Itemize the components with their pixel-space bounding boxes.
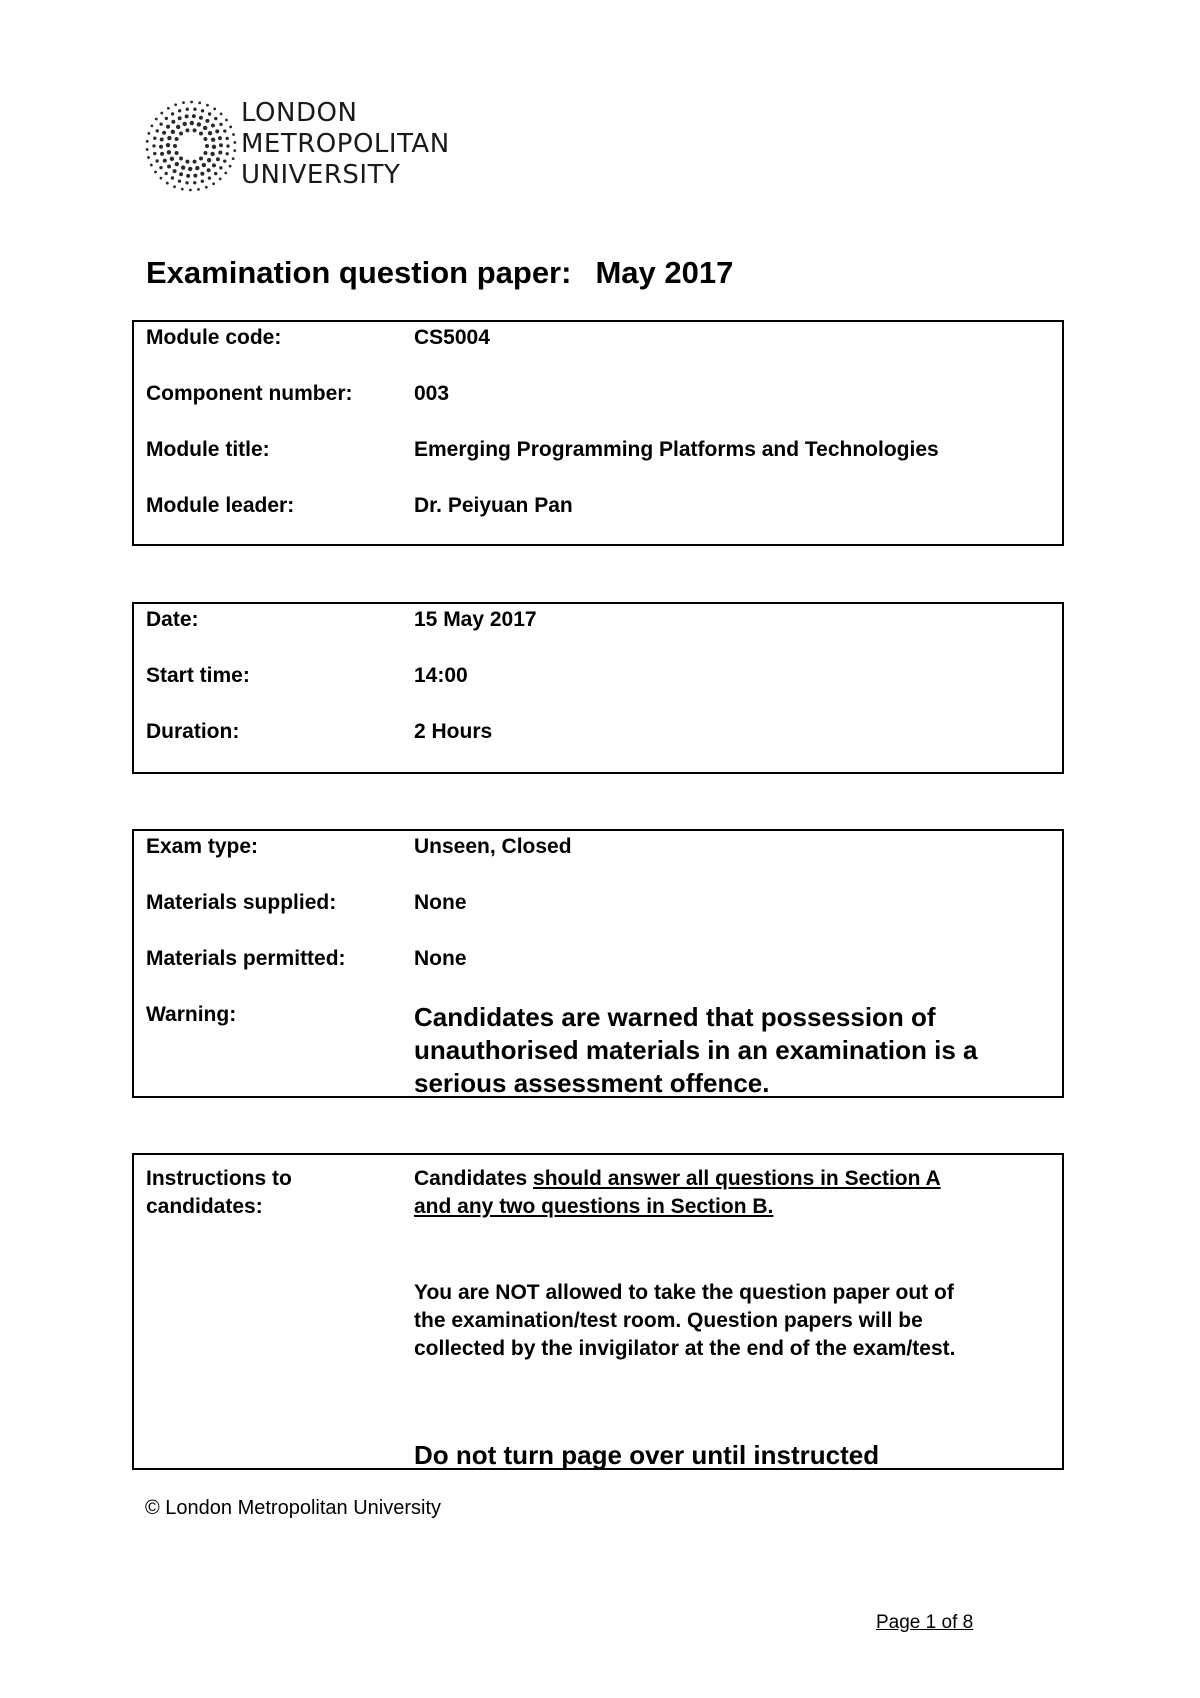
logo-dot — [171, 112, 174, 115]
logo-dot — [208, 112, 211, 115]
logo-dot — [190, 121, 194, 125]
answer-underlined-1: should answer all questions in Section A — [533, 1167, 941, 1190]
logo-dot — [211, 124, 215, 128]
logo-dot — [181, 165, 185, 169]
logo-dot — [215, 129, 219, 133]
warning-label: Warning: — [146, 1003, 237, 1026]
date-value: 15 May 2017 — [414, 608, 537, 631]
logo-dot — [178, 116, 182, 120]
materials-supplied-value: None — [414, 891, 467, 914]
logo-dot — [193, 160, 197, 164]
paper-line-2: the examination/test room. Question papers will be — [414, 1309, 923, 1332]
logo-dot — [193, 181, 196, 184]
logo-dot — [179, 157, 183, 161]
logo-dot — [223, 159, 226, 162]
logo-dot — [185, 160, 189, 164]
logo-dot — [170, 157, 174, 161]
warning-line-3: serious assessment offence. — [414, 1068, 770, 1098]
logo-dot — [192, 114, 196, 118]
instructions-label-line-1: Instructions to — [146, 1167, 292, 1190]
logo-dot — [171, 176, 174, 179]
logo-dot — [213, 108, 216, 111]
logo-dot — [167, 164, 171, 168]
logo-dot — [193, 174, 197, 178]
answer-line-2 — [414, 1193, 941, 1221]
logo-dot — [195, 166, 199, 170]
logo-dot — [211, 137, 215, 141]
logo-dot — [219, 123, 222, 126]
final-instruction: Do not turn page over until instructed — [414, 1440, 880, 1470]
logo-dot — [225, 119, 228, 122]
logo-dot — [167, 136, 171, 140]
logo-dot — [224, 172, 227, 175]
logo-dot — [154, 171, 157, 174]
logo-dot — [214, 172, 217, 175]
logo-dot — [219, 143, 223, 147]
logo-dot — [220, 113, 223, 116]
component-number-value: 003 — [414, 382, 450, 405]
logo-dot — [174, 103, 177, 106]
logo-dot — [173, 144, 177, 148]
component-number-label: Component number: — [146, 382, 353, 405]
logo-dot — [205, 186, 208, 189]
logo-dot — [208, 176, 211, 179]
logo-dot — [182, 101, 185, 104]
module-title-value: Emerging Programming Platforms and Technologies — [414, 438, 939, 461]
logo-dot — [218, 136, 222, 140]
logo-dot — [203, 126, 207, 130]
logo-dot — [150, 124, 153, 127]
logo-dot — [219, 166, 222, 169]
start-time-label: Start time: — [146, 664, 250, 687]
logo-dot — [198, 101, 201, 104]
date-label: Date: — [146, 608, 199, 631]
university-logo — [143, 98, 523, 194]
logo-dot — [197, 122, 201, 126]
logo-dot — [160, 177, 163, 180]
logo-wordmark — [241, 98, 450, 191]
logo-dot — [218, 150, 222, 154]
materials-permitted-label: Materials permitted: — [146, 947, 346, 970]
instructions-box — [132, 1153, 1064, 1470]
logo-dot — [160, 138, 164, 142]
logo-dot — [159, 122, 162, 125]
logo-dot — [205, 119, 209, 123]
logo-dot — [212, 182, 215, 185]
logo-dot — [165, 117, 168, 120]
logo-dot — [150, 164, 153, 167]
logo-dot — [203, 137, 207, 141]
logo-dot — [147, 132, 150, 135]
logo-dot — [212, 145, 216, 149]
logo-dot — [164, 172, 167, 175]
logo-dot — [159, 166, 162, 169]
logo-dot — [179, 172, 183, 176]
logo-dot — [186, 107, 189, 110]
logo-dot — [173, 185, 176, 188]
logo-dot — [155, 159, 158, 162]
materials-permitted-value: None — [414, 947, 467, 970]
exam-details-box — [132, 829, 1064, 1098]
logo-dot — [199, 116, 203, 120]
paper-line-1: You are NOT allowed to take the question paper out of — [414, 1281, 954, 1304]
logo-dot — [167, 107, 170, 110]
logo-dot — [210, 152, 214, 156]
logo-dot — [188, 167, 192, 171]
paper-instructions — [414, 1279, 955, 1363]
logo-dot — [153, 152, 156, 155]
logo-dot — [226, 144, 229, 147]
logo-dot — [233, 141, 236, 144]
logo-dot — [175, 151, 179, 155]
logo-dot — [159, 145, 163, 149]
logo-dot — [219, 178, 222, 181]
logo-dot — [147, 156, 150, 159]
logo-dot — [146, 148, 149, 151]
logo-line-1: LONDON — [241, 98, 358, 128]
materials-supplied-label: Materials supplied: — [146, 891, 337, 914]
warning-line-2: unauthorised materials in an examination is a — [414, 1035, 978, 1065]
logo-dot — [185, 114, 189, 118]
logo-dot — [155, 118, 158, 121]
answer-instructions — [414, 1165, 941, 1221]
logo-dot — [202, 163, 206, 167]
logo-dot — [208, 131, 212, 135]
logo-dot — [152, 144, 155, 147]
logo-dot — [190, 101, 193, 104]
warning-text — [414, 1001, 978, 1100]
logo-dot — [201, 109, 204, 112]
logo-dot — [214, 117, 217, 120]
copyright-notice: © London Metropolitan University — [145, 1497, 441, 1519]
logo-dot — [185, 128, 189, 132]
title-date: May 2017 — [595, 255, 734, 290]
logo-dot — [200, 172, 204, 176]
logo-dot — [193, 108, 196, 111]
warning-line-1: Candidates are warned that possession of — [414, 1002, 936, 1032]
logo-dot — [178, 179, 181, 182]
logo-dot — [203, 151, 207, 155]
logo-dot — [229, 126, 232, 129]
logo-dot — [212, 163, 216, 167]
title-text: Examination question paper: — [146, 255, 572, 290]
logo-dot — [205, 144, 209, 148]
module-info-box — [132, 320, 1064, 546]
logo-dot — [226, 137, 229, 140]
paper-line-3: collected by the invigilator at the end of the exam/test. — [414, 1337, 956, 1360]
logo-dot — [232, 133, 235, 136]
logo-dot — [178, 109, 181, 112]
logo-dot — [179, 131, 183, 135]
logo-dot — [197, 188, 200, 191]
logo-dot — [233, 149, 236, 152]
logo-line-3: UNIVERSITY — [241, 160, 401, 190]
logo-line-2: METROPOLITAN — [241, 129, 450, 159]
logo-dot — [207, 158, 211, 162]
instructions-label — [146, 1165, 292, 1221]
logo-dot — [201, 180, 204, 183]
logo-dot — [207, 168, 211, 172]
logo-dot-ring-icon — [143, 98, 239, 194]
logo-dot — [216, 157, 220, 161]
answer-line-1 — [414, 1165, 941, 1193]
logo-dot — [176, 125, 180, 129]
logo-dot — [206, 104, 209, 107]
logo-dot — [162, 131, 166, 135]
page-number: Page 1 of 8 — [876, 1612, 974, 1633]
answer-underlined-2: and any two questions in Section B. — [414, 1195, 774, 1218]
logo-dot — [166, 125, 170, 129]
page-title — [146, 255, 733, 291]
logo-dot — [163, 159, 167, 163]
logo-dot — [171, 120, 175, 124]
logo-dot — [160, 152, 164, 156]
logo-dot — [146, 140, 149, 143]
module-title-label: Module title: — [146, 438, 270, 461]
logo-dot — [199, 157, 203, 161]
logo-dot — [223, 129, 226, 132]
exam-type-value: Unseen, Closed — [414, 835, 572, 858]
instructions-label-line-2: candidates: — [146, 1195, 263, 1218]
logo-dot — [189, 189, 192, 192]
logo-dot — [166, 143, 170, 147]
logo-dot — [225, 152, 228, 155]
schedule-box — [132, 602, 1064, 774]
logo-dot — [175, 137, 179, 141]
module-code-value: CS5004 — [414, 326, 490, 349]
logo-dot — [182, 122, 186, 126]
answer-prefix: Candidates — [414, 1167, 534, 1190]
duration-value: 2 Hours — [414, 720, 493, 743]
logo-dot — [185, 181, 188, 184]
module-leader-label: Module leader: — [146, 494, 295, 517]
logo-dot — [229, 165, 232, 168]
logo-dot — [160, 112, 163, 115]
logo-dot — [153, 137, 156, 140]
logo-dot — [193, 128, 197, 132]
logo-dot — [232, 157, 235, 160]
duration-label: Duration: — [146, 720, 240, 743]
start-time-value: 14:00 — [414, 664, 468, 687]
logo-dot — [199, 131, 203, 135]
module-leader-value: Dr. Peiyuan Pan — [414, 494, 573, 517]
logo-dot — [186, 174, 190, 178]
logo-dot — [171, 130, 175, 134]
logo-dot — [166, 182, 169, 185]
logo-dot — [181, 188, 184, 191]
logo-dot — [156, 129, 159, 132]
logo-dot — [167, 150, 171, 154]
exam-type-label: Exam type: — [146, 835, 259, 858]
logo-dot — [175, 162, 179, 166]
module-code-label: Module code: — [146, 326, 282, 349]
logo-dot — [173, 169, 177, 173]
